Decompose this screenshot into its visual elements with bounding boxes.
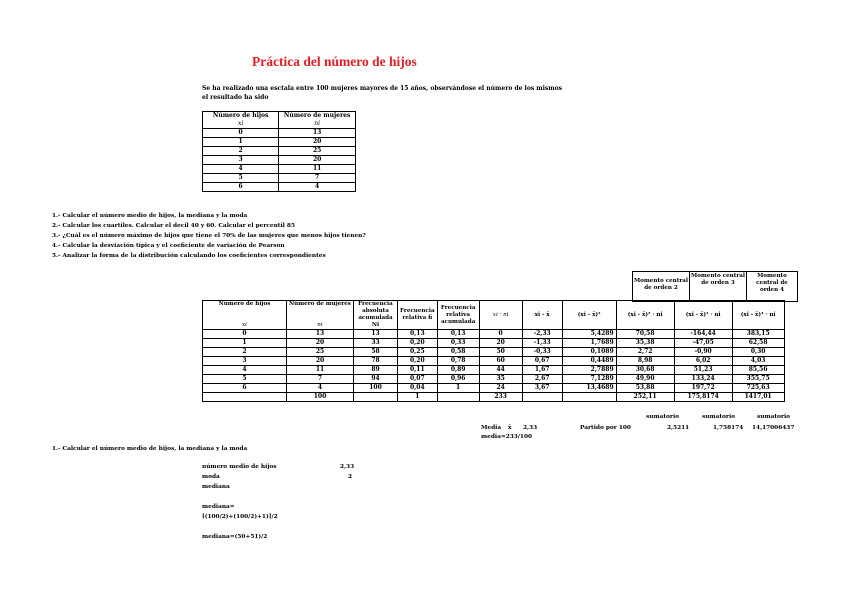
mediana-eq: mediana= bbox=[202, 504, 235, 510]
cell: 13 bbox=[354, 330, 398, 339]
cell: 0,11 bbox=[398, 366, 438, 375]
cell: 355,75 bbox=[732, 375, 784, 384]
cell: 6 bbox=[203, 384, 287, 393]
media-label: Media bbox=[481, 425, 502, 431]
table-row bbox=[203, 174, 356, 183]
table-row bbox=[203, 357, 785, 366]
cell: 8,98 bbox=[616, 357, 674, 366]
answer-heading: 1.- Calcular el número medio de hijos, la mediana y la moda bbox=[52, 446, 248, 452]
intro-text-2: el resultado ha sido bbox=[202, 94, 269, 101]
cell: 725,63 bbox=[732, 384, 784, 393]
cell: 100 bbox=[354, 384, 398, 393]
moda-value: 2 bbox=[348, 474, 353, 480]
cell: 4 bbox=[203, 366, 287, 375]
cell: 85,56 bbox=[732, 366, 784, 375]
cell: 35 bbox=[479, 375, 522, 384]
cell: 33 bbox=[354, 339, 398, 348]
cell: 13 bbox=[279, 129, 356, 138]
cell: 13 bbox=[287, 330, 354, 339]
cell: 0,04 bbox=[398, 384, 438, 393]
cell: 1 bbox=[203, 339, 287, 348]
question-3: 3.- ¿Cuál es el número máximo de hijos que tiene el 70% de las mujeres que menos hijos tienen? bbox=[52, 233, 366, 239]
cell: 20 bbox=[279, 156, 356, 165]
mediana-formula: [(100/2)+(100/2)+1)]/2 bbox=[202, 514, 278, 520]
cell: 4 bbox=[279, 183, 356, 192]
cell: 197,72 bbox=[674, 384, 732, 393]
cell: 0,07 bbox=[398, 375, 438, 384]
cell: 0,96 bbox=[437, 375, 479, 384]
col-header: (xi - x̄)³ · ni bbox=[674, 301, 732, 330]
cell: 62,58 bbox=[732, 339, 784, 348]
cell: 4 bbox=[287, 384, 354, 393]
cell: 6 bbox=[203, 183, 279, 192]
total-cell bbox=[354, 393, 398, 402]
cell: 0,25 bbox=[398, 348, 438, 357]
cell: 0,30 bbox=[732, 348, 784, 357]
intro-text: Se ha realizado una esctala entre 100 mujeres mayores de 15 años, observándose el número de los mismos bbox=[202, 85, 563, 92]
table-header-row bbox=[203, 301, 785, 330]
total-cell bbox=[522, 393, 562, 402]
question-2: 2.- Calcular los cuartiles. Calcular el decil 40 y 60. Calcular el percentil 85 bbox=[52, 223, 295, 229]
table-row bbox=[203, 129, 356, 138]
cell: 0,13 bbox=[437, 330, 479, 339]
cell: -47,05 bbox=[674, 339, 732, 348]
table-row bbox=[203, 138, 356, 147]
question-4: 4.- Calcular la desviación típica y el coeficiente de variación de Pearson bbox=[52, 243, 285, 249]
col-header: Frecuencia relativa fi bbox=[398, 301, 438, 330]
cell: 58 bbox=[354, 348, 398, 357]
cell: 2,67 bbox=[522, 375, 562, 384]
total-cell bbox=[437, 393, 479, 402]
cell: 0,1089 bbox=[562, 348, 616, 357]
cell: 53,88 bbox=[616, 384, 674, 393]
cell: 383,15 bbox=[732, 330, 784, 339]
moment-header-2: Momento central de orden 2 bbox=[632, 271, 690, 302]
totals-row bbox=[203, 393, 785, 402]
moment-header-3: Momento central de orden 3 bbox=[689, 271, 747, 302]
cell: -2,33 bbox=[522, 330, 562, 339]
cell: 0 bbox=[479, 330, 522, 339]
col-header: Número de mujeres bbox=[279, 112, 356, 121]
col-header: (xi - x̄)⁴ · ni bbox=[732, 301, 784, 330]
total-cell: 1 bbox=[398, 393, 438, 402]
table-row bbox=[203, 147, 356, 156]
sumatorio-label: sumatorio bbox=[646, 414, 680, 420]
cell: 5,4289 bbox=[562, 330, 616, 339]
mediana-label: mediana bbox=[202, 484, 230, 490]
cell: 20 bbox=[287, 357, 354, 366]
col-header: Número de hijos bbox=[203, 112, 279, 121]
cell: 0,89 bbox=[437, 366, 479, 375]
cell: 51,23 bbox=[674, 366, 732, 375]
cell: 1,67 bbox=[522, 366, 562, 375]
col-header: xi - x̄ bbox=[522, 301, 562, 330]
table-row bbox=[203, 375, 785, 384]
cell: 94 bbox=[354, 375, 398, 384]
cell: 1,7689 bbox=[562, 339, 616, 348]
partido-value-3: 1,758174 bbox=[713, 425, 744, 431]
col-header: Número de hijos xi bbox=[203, 301, 287, 330]
cell: 89 bbox=[354, 366, 398, 375]
cell: -0,33 bbox=[522, 348, 562, 357]
table-row bbox=[203, 366, 785, 375]
page-title: Práctica del número de hijos bbox=[252, 54, 417, 69]
col-header: xi · ni bbox=[479, 301, 522, 330]
partido-value-4: 14,17006437 bbox=[752, 425, 795, 431]
table-row bbox=[203, 339, 785, 348]
total-cell: 252,11 bbox=[616, 393, 674, 402]
cell: 133,24 bbox=[674, 375, 732, 384]
moda-label: moda bbox=[202, 474, 220, 480]
cell: 20 bbox=[479, 339, 522, 348]
cell: 2 bbox=[203, 147, 279, 156]
cell: 1 bbox=[203, 138, 279, 147]
cell: 6,02 bbox=[674, 357, 732, 366]
cell: 3,67 bbox=[522, 384, 562, 393]
cell: -0,90 bbox=[674, 348, 732, 357]
sumatorio-label: sumatorio bbox=[757, 414, 791, 420]
cell: 0,4489 bbox=[562, 357, 616, 366]
cell: 7 bbox=[287, 375, 354, 384]
cell: 0,20 bbox=[398, 357, 438, 366]
cell: 4,03 bbox=[732, 357, 784, 366]
cell: 0 bbox=[203, 129, 279, 138]
cell: 70,58 bbox=[616, 330, 674, 339]
question-1: 1.- Calcular el número medio de hijos, la mediana y la moda bbox=[52, 213, 248, 219]
col-header: (xi - x̄)² · ni bbox=[616, 301, 674, 330]
total-cell bbox=[203, 393, 287, 402]
mediana-result: mediana=(50+51)/2 bbox=[202, 534, 268, 540]
col-header: Frecuencia absoluta acumulada Ni bbox=[354, 301, 398, 330]
partido-value-2: 2,5211 bbox=[667, 425, 690, 431]
cell: 44 bbox=[479, 366, 522, 375]
cell: 0,33 bbox=[437, 339, 479, 348]
cell: 1 bbox=[437, 384, 479, 393]
media-symbol: x̄ bbox=[508, 425, 512, 431]
cell: 60 bbox=[479, 357, 522, 366]
col-header: Frecuencia relativa acumulada bbox=[437, 301, 479, 330]
cell: 30,68 bbox=[616, 366, 674, 375]
cell: 3 bbox=[203, 156, 279, 165]
cell: 20 bbox=[279, 138, 356, 147]
cell: 7,1289 bbox=[562, 375, 616, 384]
n-medio-label: número medio de hijos bbox=[202, 464, 277, 470]
cell: 24 bbox=[479, 384, 522, 393]
col-header: (xi - x̄)² bbox=[562, 301, 616, 330]
cell: 2 bbox=[203, 348, 287, 357]
cell: -1,33 bbox=[522, 339, 562, 348]
cell: 78 bbox=[354, 357, 398, 366]
col-symbol: ni bbox=[279, 120, 356, 129]
cell: 20 bbox=[287, 339, 354, 348]
cell: 13,4689 bbox=[562, 384, 616, 393]
table-row bbox=[203, 156, 356, 165]
col-symbol: xi bbox=[203, 120, 279, 129]
n-medio-value: 2,33 bbox=[340, 464, 355, 470]
cell: 11 bbox=[279, 165, 356, 174]
cell: 7 bbox=[279, 174, 356, 183]
media-value: 2,33 bbox=[523, 425, 538, 431]
col-header: Número de mujeres ni bbox=[287, 301, 354, 330]
total-cell: 100 bbox=[287, 393, 354, 402]
table-row bbox=[203, 183, 356, 192]
cell: 4 bbox=[203, 165, 279, 174]
cell: -164,44 bbox=[674, 330, 732, 339]
partido-label: Partido por 100 bbox=[580, 425, 631, 431]
cell: 5 bbox=[203, 174, 279, 183]
table-row bbox=[203, 330, 785, 339]
cell: 25 bbox=[287, 348, 354, 357]
media-formula: media=233/100 bbox=[481, 434, 533, 440]
cell: 2,7889 bbox=[562, 366, 616, 375]
total-cell: 233 bbox=[479, 393, 522, 402]
cell: 0 bbox=[203, 330, 287, 339]
cell: 5 bbox=[203, 375, 287, 384]
cell: 0,67 bbox=[522, 357, 562, 366]
cell: 3 bbox=[203, 357, 287, 366]
cell: 25 bbox=[279, 147, 356, 156]
cell: 35,38 bbox=[616, 339, 674, 348]
cell: 50 bbox=[479, 348, 522, 357]
total-cell: 1417,01 bbox=[732, 393, 784, 402]
cell: 0,20 bbox=[398, 339, 438, 348]
question-5: 5.- Analizar la forma de la distribución calculando los coeficientes correspondientes bbox=[52, 253, 326, 259]
cell: 0,13 bbox=[398, 330, 438, 339]
table-row bbox=[203, 348, 785, 357]
moment-header-4: Momento central de orden 4 bbox=[746, 271, 798, 302]
total-cell bbox=[562, 393, 616, 402]
sumatorio-label: sumatorio bbox=[702, 414, 736, 420]
table-row bbox=[203, 384, 785, 393]
frequency-table bbox=[202, 111, 356, 192]
cell: 0,58 bbox=[437, 348, 479, 357]
cell: 2,72 bbox=[616, 348, 674, 357]
table-row bbox=[203, 165, 356, 174]
cell: 49,90 bbox=[616, 375, 674, 384]
total-cell: 175,8174 bbox=[674, 393, 732, 402]
statistics-table bbox=[202, 300, 785, 402]
cell: 11 bbox=[287, 366, 354, 375]
cell: 0,78 bbox=[437, 357, 479, 366]
